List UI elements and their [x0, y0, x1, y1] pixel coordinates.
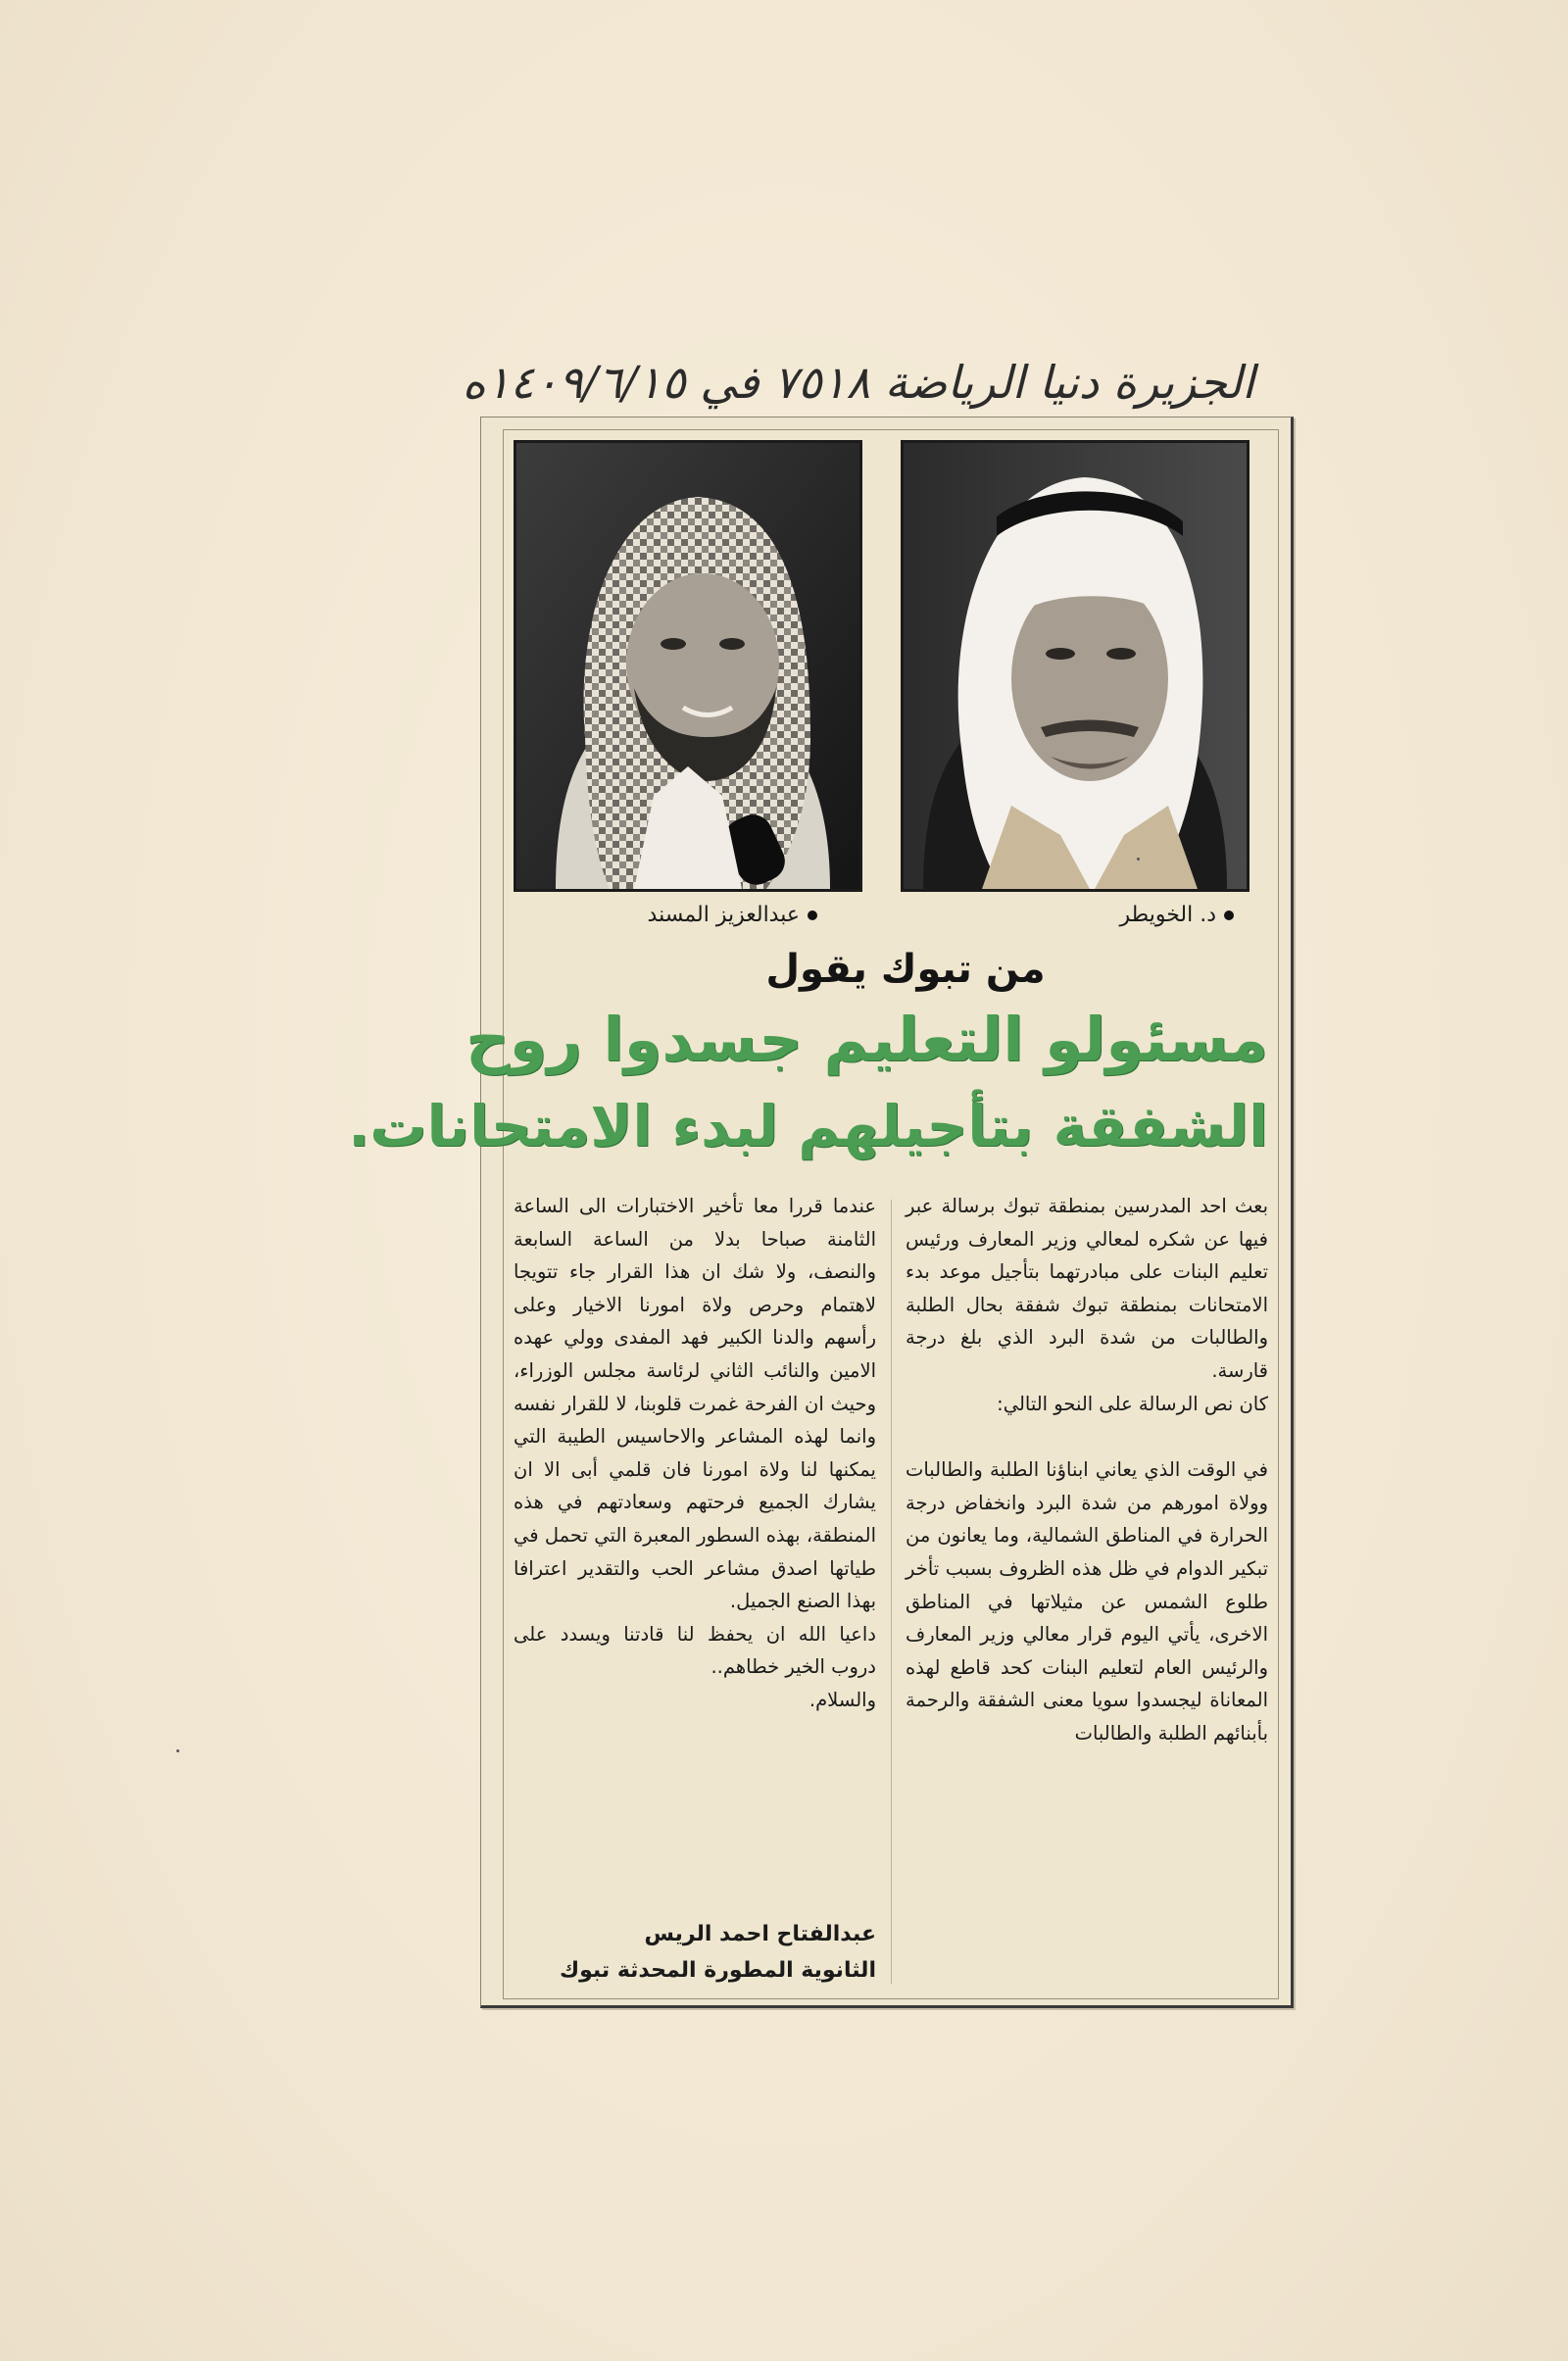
paragraph: بعث احد المدرسين بمنطقة تبوك برسالة عبر فيها عن شكره لمعالي وزير المعارف ورئيس تعليم البنات على مبادرتهما بتأجيل موعد بدء الامتحانات بمنطقة تبوك شفقة بحال الطلبة والطالبات من شدة البرد الذي بلغ درجة قارسة.	[906, 1195, 1268, 1382]
article-column-right	[906, 1190, 1268, 1984]
portrait-speaker-image	[516, 443, 859, 889]
handwritten-source-note: الجزيرة دنيا الرياضة ٧٥١٨ في ١٤٠٩/٦/١٥ه	[462, 356, 1254, 409]
caption-bullet-icon	[808, 910, 817, 920]
photo-dr-alkhuwaiter	[901, 440, 1250, 892]
caption-text: عبدالعزيز المسند	[647, 903, 800, 927]
paper-speck	[1137, 858, 1140, 861]
paragraph: عندما قررا معا تأخير الاختبارات الى الساعة الثامنة صباحا بدلا من الساعة السابعة والنصف، ولا شك ان هذا القرار جاء تتويجا لاهتمام وحرص ولاة امورنا الاخيار وعلى رأسهم والدنا الكبير فهد المفدى وولي عهده الامين والنائب الثاني لرئاسة مجلس الوزراء، وحيث ان الفرحة غمرت قلوبنا، لا للقرار نفسه وانما لهذه المشاعر والاحاسيس الطيبة التي يمكنها لنا ولاة امورنا فان قلمي أبى الا ان يشارك الجميع فرحتهم وسعادتهم في هذه المنطقة، بهذه السطور المعبرة التي تحمل في طياتها اصدق مشاعر الحب والتقدير اعترافا بهذا الصنع الجميل.	[514, 1195, 876, 1613]
clipping-frame	[348, 429, 1279, 1999]
paragraph: في الوقت الذي يعاني ابناؤنا الطلبة والطالبات وولاة امورهم من شدة البرد وانخفاض درجة الحرارة في المناطق الشمالية، وما يعانون من تبكير الدوام في ظل هذه الظروف بسبب تأخر طلوع الشمس عن مثيلاتها في المناطق الاخرى، يأتي اليوم قرار معالي وزير المعارف والرئيس العام لتعليم البنات كحد قاطع لهذه المعاناة ليجسدوا سويا معنى الشفقة والرحمة بأبنائهم الطلبة والطالبات	[906, 1458, 1268, 1745]
article-kicker: من تبوك يقول	[765, 947, 1046, 992]
portrait-official-image	[904, 443, 1247, 889]
photo-abdulaziz-almusnad	[514, 440, 862, 892]
newspaper-clipping	[348, 417, 1294, 2008]
headline-line-1: مسئولو التعليم جسدوا روح	[466, 1004, 1268, 1075]
signature-school: الثانوية المطورة المحدثة تبوك	[559, 1958, 876, 1983]
paper-speck	[176, 1749, 179, 1752]
paragraph: والسلام.	[808, 1688, 876, 1711]
paragraph: كان نص الرسالة على النحو التالي:	[997, 1392, 1268, 1415]
headline-line-2: الشفقة بتأجيلهم لبدء الامتحانات.	[348, 1093, 1268, 1159]
caption-abdulaziz-almusnad	[563, 899, 817, 932]
paragraph: داعيا الله ان يحفظ لنا قادتنا ويسدد على دروب الخير خطاهم..	[514, 1622, 876, 1679]
article-column-left	[514, 1190, 876, 1886]
paragraph-gap	[906, 1420, 1268, 1453]
column-divider	[891, 1200, 892, 1984]
caption-text: د. الخويطر	[1119, 903, 1216, 927]
caption-dr-alkhuwaiter	[950, 899, 1234, 932]
signature-name: عبدالفتاح احمد الريس	[644, 1922, 876, 1946]
caption-bullet-icon	[1224, 910, 1234, 920]
